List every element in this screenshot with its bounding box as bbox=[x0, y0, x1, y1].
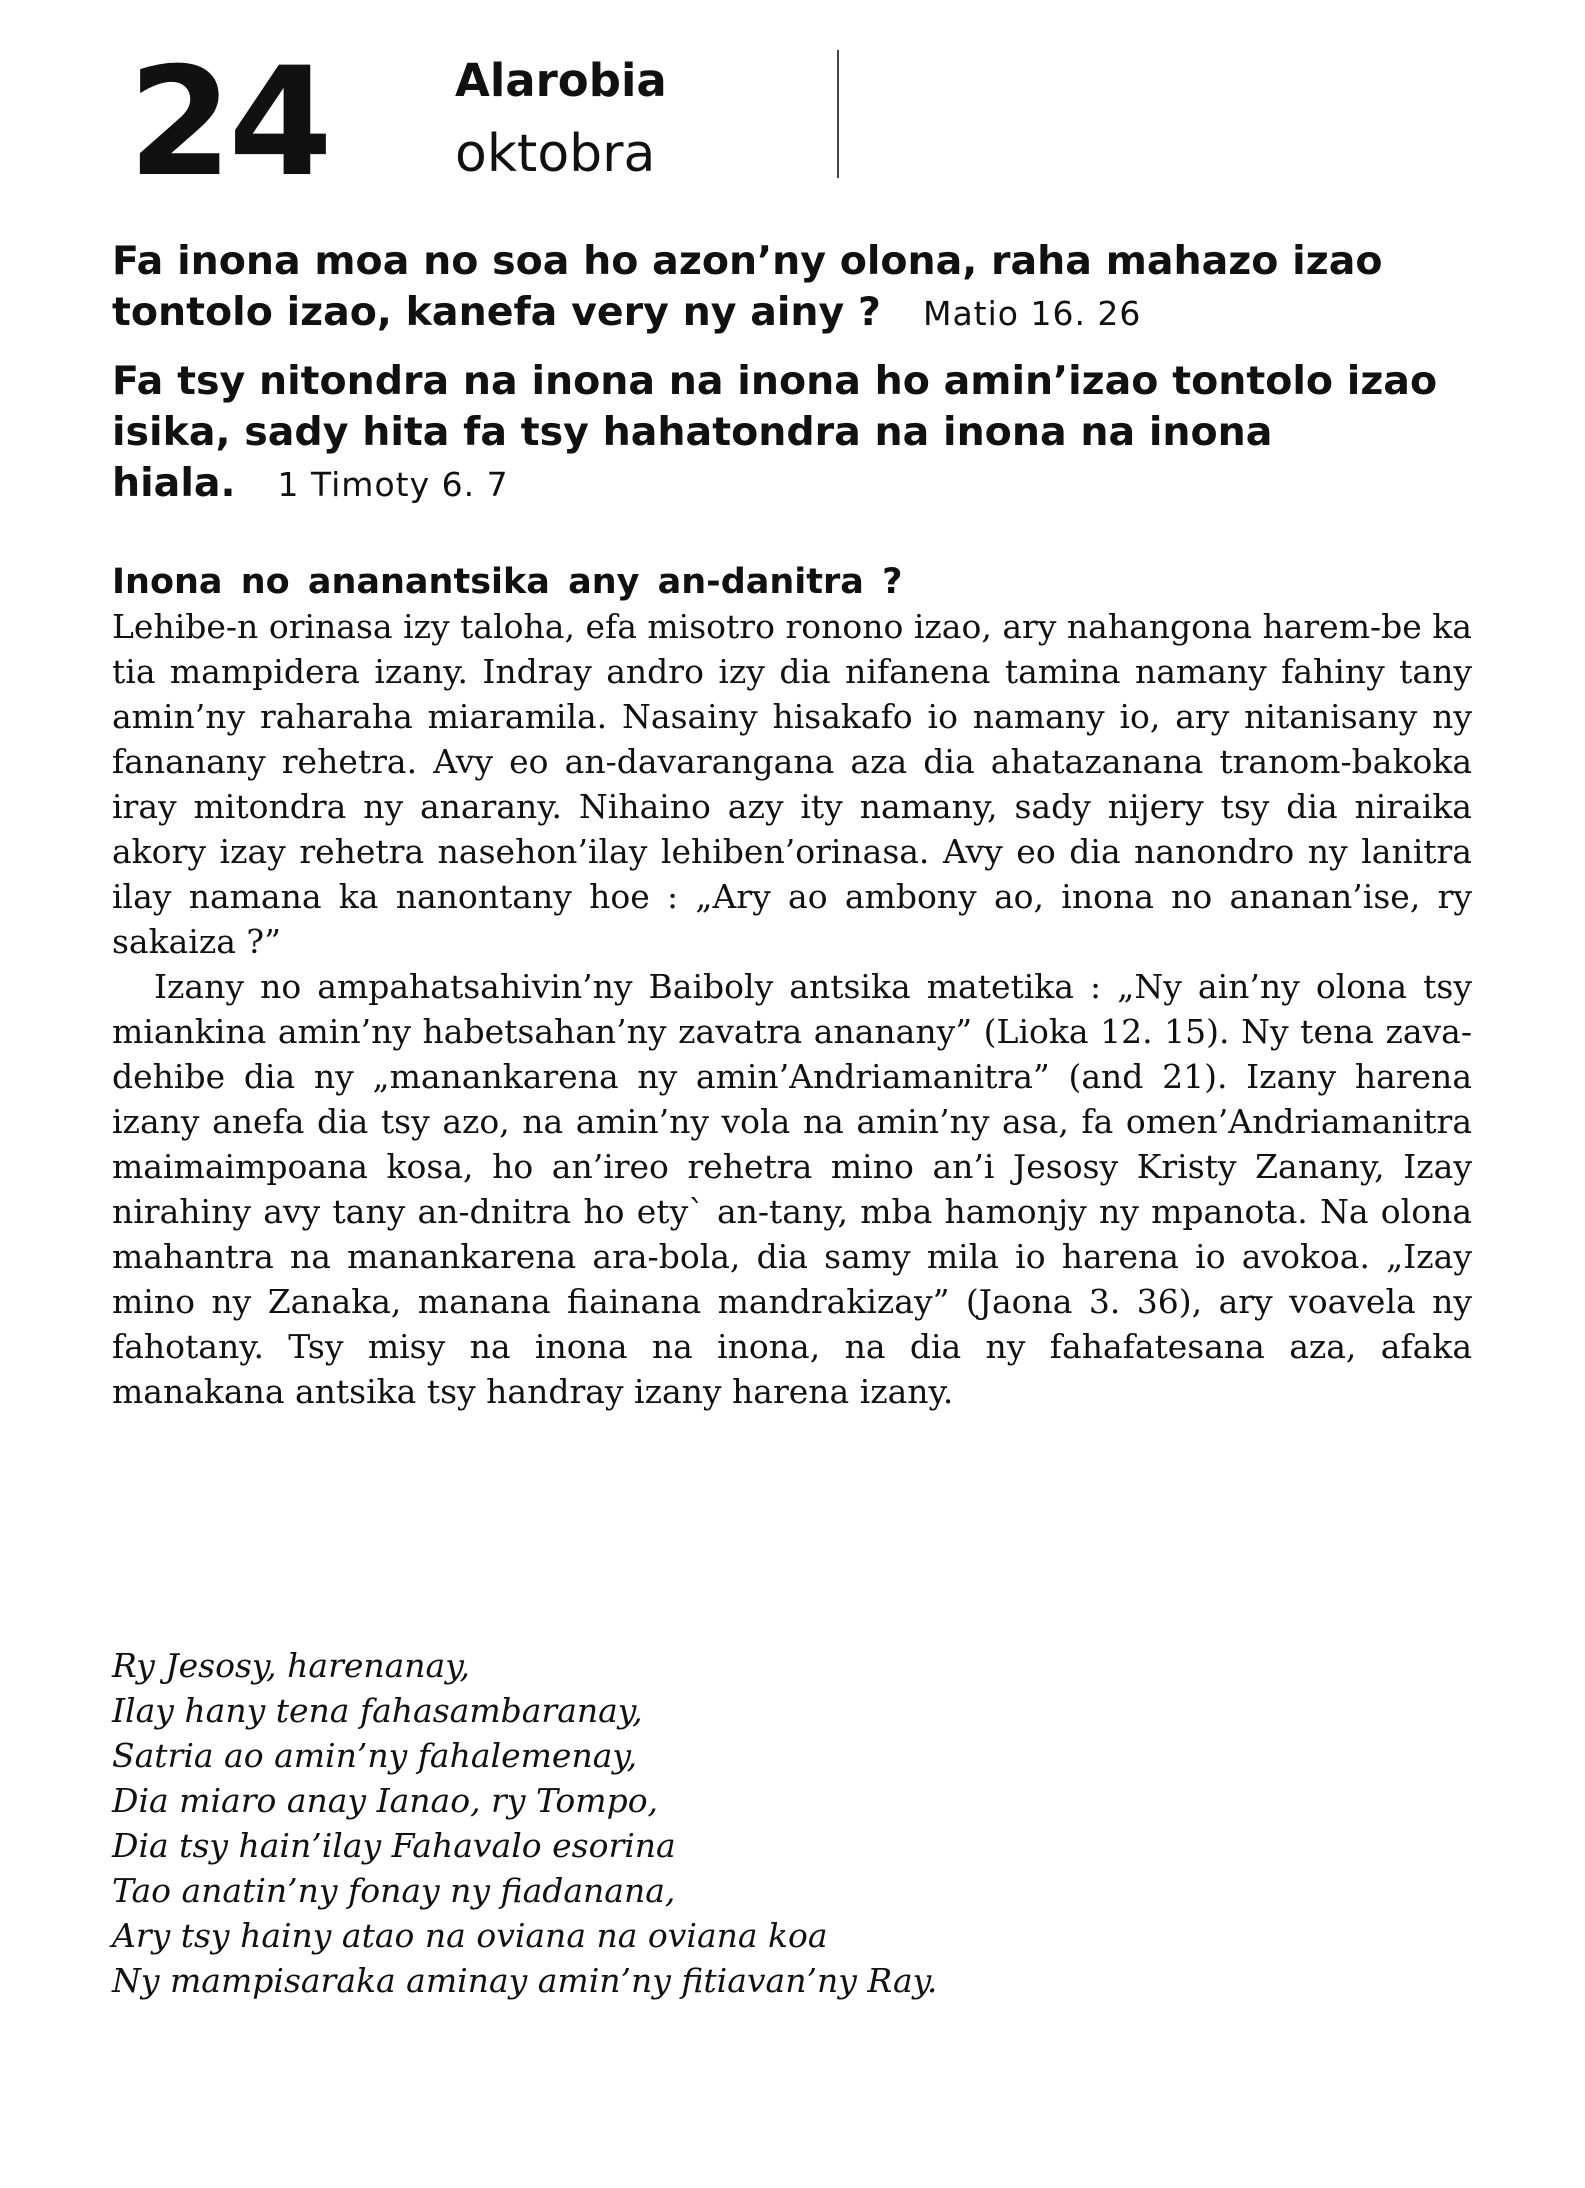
day-number: 24 bbox=[128, 36, 329, 210]
poem-line: Ry Jesosy, harenanay, bbox=[112, 1646, 470, 1685]
poem-line: Ary tsy hainy atao na oviana na oviana koa bbox=[112, 1916, 828, 1955]
poem-line: Ny mampisaraka aminay amin’ny fitiavan’ny Ray. bbox=[112, 1961, 938, 2000]
daily-verse bbox=[112, 356, 1472, 510]
poem-line: Tao anatin’ny fonay ny fiadanana, bbox=[112, 1871, 676, 1910]
poem-line: Satria ao amin’ny fahalemenay, bbox=[112, 1736, 638, 1775]
page bbox=[112, 36, 1472, 2000]
devotion-heading: Inona no ananantsika any an-danitra ? bbox=[112, 562, 903, 602]
verse-reference: Matio 16. 26 bbox=[922, 294, 1142, 333]
devotion-body bbox=[112, 604, 1472, 1414]
poem bbox=[112, 1643, 1472, 2003]
verse-reference: 1 Timoty 6. 7 bbox=[277, 465, 509, 504]
poem-line: Dia tsy hain’ilay Fahavalo esorina bbox=[112, 1826, 676, 1865]
month: oktobra bbox=[455, 124, 656, 184]
poem-line: Dia miaro anay Ianao, ry Tompo, bbox=[112, 1781, 659, 1820]
header-divider bbox=[837, 50, 839, 178]
date-header bbox=[112, 36, 1472, 210]
verse-text: Fa inona moa no soa ho azon’ny olona, raha mahazo izao tontolo izao, kanefa very ny ainy ? bbox=[112, 238, 1383, 335]
verse-text: Fa tsy nitondra na inona na inona ho amin’izao tontolo izao isika, sady hita fa tsy hahatondra na inona na inona hiala. bbox=[112, 358, 1438, 506]
poem-line: Ilay hany tena fahasambaranay, bbox=[112, 1691, 643, 1730]
paragraph: Izany no ampahatsahivin’ny Baiboly antsika matetika : „Ny ain’ny olona tsy miankina amin’ny habetsahan’ny zavatra ananany” (Lioka 12. 15). Ny tena zava-dehibe dia ny „manankarena ny amin’Andriamanitra” (and 21). Izany harena izany anefa dia tsy azo, na amin’ny vola na amin’ny asa, fa omen’Andriamanitra maimaimpoana kosa, ho an’ireo rehetra mino an’i Jesosy Kristy Zanany, Izay nirahiny avy tany an-dnitra ho ety` an-tany, mba hamonjy ny mpanota. Na olona mahantra na manankarena ara-bola, dia samy mila io harena io avokoa. „Izay mino ny Zanaka, manana fiainana mandrakizay” (Jaona 3. 36), ary voavela ny fahotany. Tsy misy na inona na inona, na dia ny fahafatesana aza, afaka manakana antsika tsy handray izany harena izany. bbox=[112, 967, 1472, 1411]
daily-verse bbox=[112, 236, 1472, 339]
weekday: Alarobia bbox=[455, 54, 667, 107]
paragraph: Lehibe-n orinasa izy taloha, efa misotro ronono izao, ary nahangona harem-be ka tia mampidera izany. Indray andro izy dia nifanena tamina namany fahiny tany amin’ny raharaha miaramila. Nasainy hisakafo io namany io, ary nitanisany ny fananany rehetra. Avy eo an-davarangana aza dia ahatazanana tranom-bakoka iray mitondra ny anarany. Nihaino azy ity namany, sady nijery tsy dia niraika akory izay rehetra nasehon’ilay lehiben’orinasa. Avy eo dia nanondro ny lanitra ilay namana ka nanontany hoe : „Ary ao ambony ao, inona no ananan’ise, ry sakaiza ?” bbox=[112, 607, 1472, 961]
